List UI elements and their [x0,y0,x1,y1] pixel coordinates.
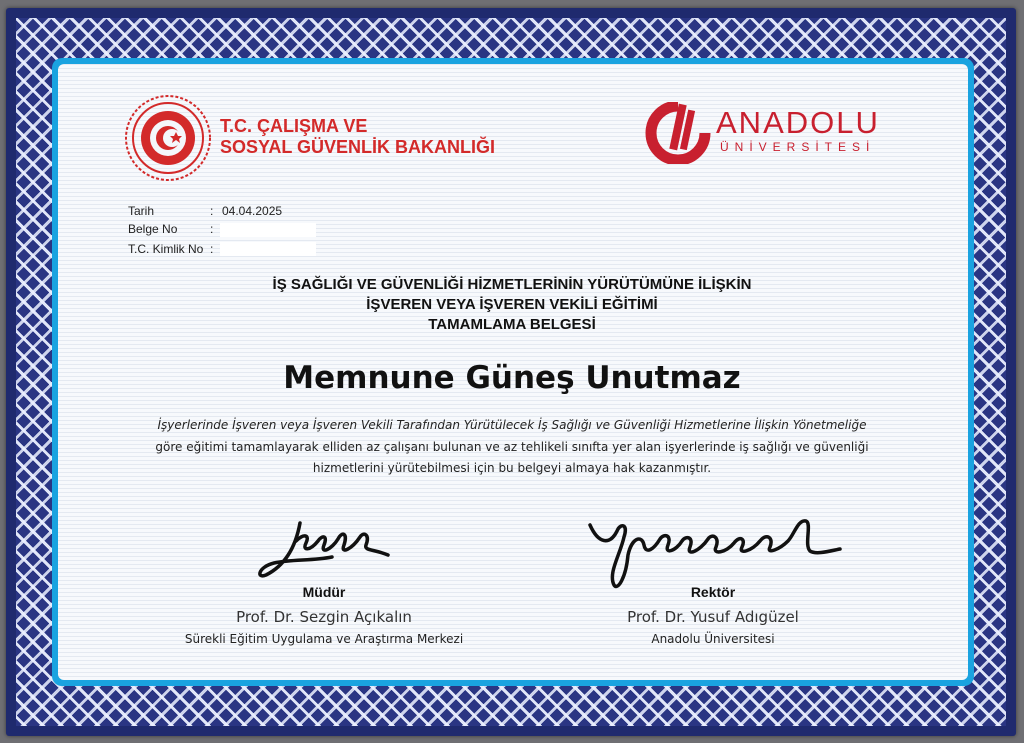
id-number-colon: : [210,242,214,256]
body-text-line1: İşyerlerinde İşveren veya İşveren Vekili Tarafından Yürütülecek İş Sağlığı ve Güvenliği Hizmetlerine İlişkin Yönetmeliğe [157,418,867,432]
id-number-redaction [220,242,316,256]
director-name: Prof. Dr. Sezgin Açıkalın [236,608,412,626]
document-number-redaction [220,223,316,237]
director-signature [252,515,392,585]
body-text-line3: hizmetlerini yürütebilmesi için bu belgeyi almaya hak kazanmıştır. [312,461,712,475]
rector-name: Prof. Dr. Yusuf Adıgüzel [627,608,799,626]
ministry-name-line1: T.C. ÇALIŞMA VE [220,116,368,136]
ministry-seal-icon [124,94,212,182]
university-name: ANADOLU [716,105,880,140]
date-label: Tarih [128,204,155,218]
certificate-title-line1: İŞ SAĞLIĞI VE GÜVENLİĞİ HİZMETLERİNİN YÜRÜTÜMÜNE İLİŞKİN [272,276,752,293]
rector-role: Rektör [690,584,736,600]
document-number-label: Belge No [128,222,178,236]
date-value: 04.04.2025 [222,204,283,218]
date-colon: : [210,204,214,218]
body-text-line2: göre eğitimi tamamlayarak elliden az çalışanı bulunan ve az tehlikeli sınıfta yer alan işyerlerinde iş sağlığı ve güvenliği [155,440,869,454]
rector-organization: Anadolu Üniversitesi [651,632,775,646]
recipient-name: Memnune Güneş Unutmaz [283,360,741,396]
document-number-colon: : [210,222,214,236]
rector-signature [584,515,844,593]
director-role: Müdür [302,584,346,600]
certificate-title-line2: İŞVEREN VEYA İŞVEREN VEKİLİ EĞİTİMİ [366,296,658,313]
id-number-label: T.C. Kimlik No [128,242,204,256]
anadolu-logo-icon [644,102,712,164]
ministry-name [220,116,495,158]
university-subtitle: ÜNİVERSİTESİ [720,140,876,154]
director-organization: Sürekli Eğitim Uygulama ve Araştırma Merkezi [184,632,464,646]
certificate-title-line3: TAMAMLAMA BELGESİ [428,316,596,333]
ministry-name-line2: SOSYAL GÜVENLİK BAKANLIĞI [220,137,496,157]
